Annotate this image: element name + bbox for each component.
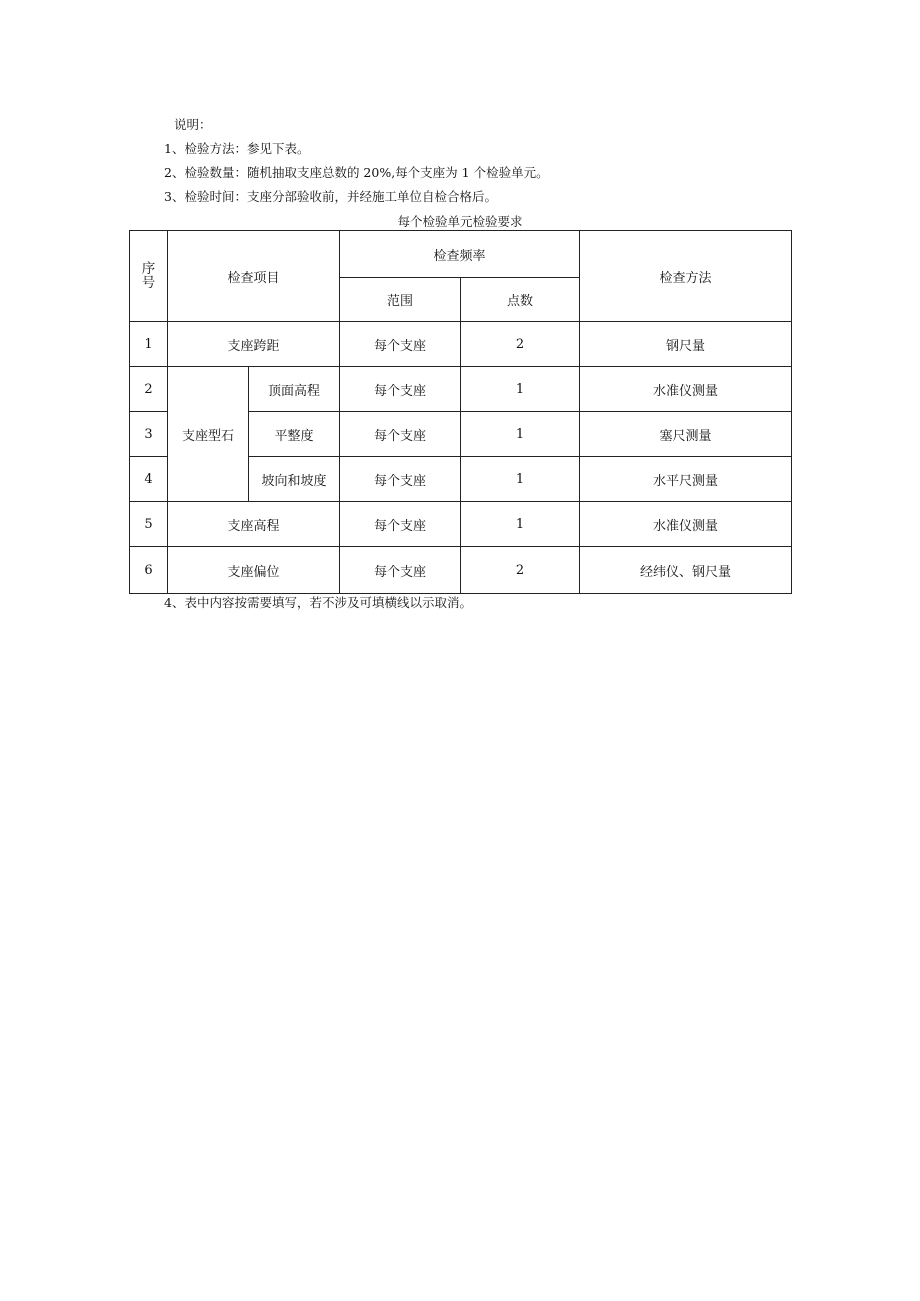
table-row	[130, 547, 792, 594]
cell-method: 水平尺测量	[580, 457, 792, 502]
cell-points: 1	[461, 367, 580, 412]
cell-range: 每个支座	[340, 322, 461, 367]
cell-group-label: 支座型石	[168, 367, 249, 502]
cell-seq: 5	[130, 502, 168, 547]
cell-seq: 6	[130, 547, 168, 594]
cell-points: 2	[461, 322, 580, 367]
header-points: 点数	[461, 278, 580, 322]
header-frequency: 检查频率	[340, 231, 580, 278]
table-row	[130, 502, 792, 547]
cell-range: 每个支座	[340, 457, 461, 502]
cell-method: 钢尺量	[580, 322, 792, 367]
table-title: 每个检验单元检验要求	[397, 214, 523, 229]
cell-points: 1	[461, 457, 580, 502]
cell-method: 水准仪测量	[580, 502, 792, 547]
cell-seq: 4	[130, 457, 168, 502]
cell-points: 1	[461, 412, 580, 457]
footnote: 4、表中内容按需要填写，若不涉及可填横线以示取消。	[164, 595, 472, 610]
cell-item: 支座高程	[168, 502, 340, 547]
inspection-table	[129, 230, 792, 594]
cell-seq: 2	[130, 367, 168, 412]
cell-item: 支座偏位	[168, 547, 340, 594]
cell-range: 每个支座	[340, 367, 461, 412]
cell-range: 每个支座	[340, 547, 461, 594]
note-item: 1、检验方法：参见下表。	[164, 141, 310, 156]
header-method: 检查方法	[580, 231, 792, 322]
cell-item: 支座跨距	[168, 322, 340, 367]
header-range: 范围	[340, 278, 461, 322]
header-seq-line1: 序	[141, 261, 156, 277]
notes-heading: 说明：	[174, 117, 212, 132]
cell-points: 1	[461, 502, 580, 547]
cell-method: 水准仪测量	[580, 367, 792, 412]
header-item: 检查项目	[168, 231, 340, 322]
note-item: 3、检验时间：支座分部验收前，并经施工单位自检合格后。	[164, 189, 497, 204]
cell-method: 经纬仪、钢尺量	[580, 547, 792, 594]
cell-range: 每个支座	[340, 502, 461, 547]
table-row	[130, 322, 792, 367]
header-seq	[130, 231, 168, 322]
cell-seq: 1	[130, 322, 168, 367]
table-row	[130, 367, 792, 412]
cell-seq: 3	[130, 412, 168, 457]
header-seq-line2: 号	[141, 275, 156, 291]
notes-section	[164, 113, 549, 209]
cell-item: 顶面高程	[249, 367, 340, 412]
cell-points: 2	[461, 547, 580, 594]
note-item: 2、检验数量：随机抽取支座总数的 20%,每个支座为 1 个检验单元。	[164, 165, 549, 180]
cell-method: 塞尺测量	[580, 412, 792, 457]
cell-item: 平整度	[249, 412, 340, 457]
cell-range: 每个支座	[340, 412, 461, 457]
cell-item: 坡向和坡度	[249, 457, 340, 502]
